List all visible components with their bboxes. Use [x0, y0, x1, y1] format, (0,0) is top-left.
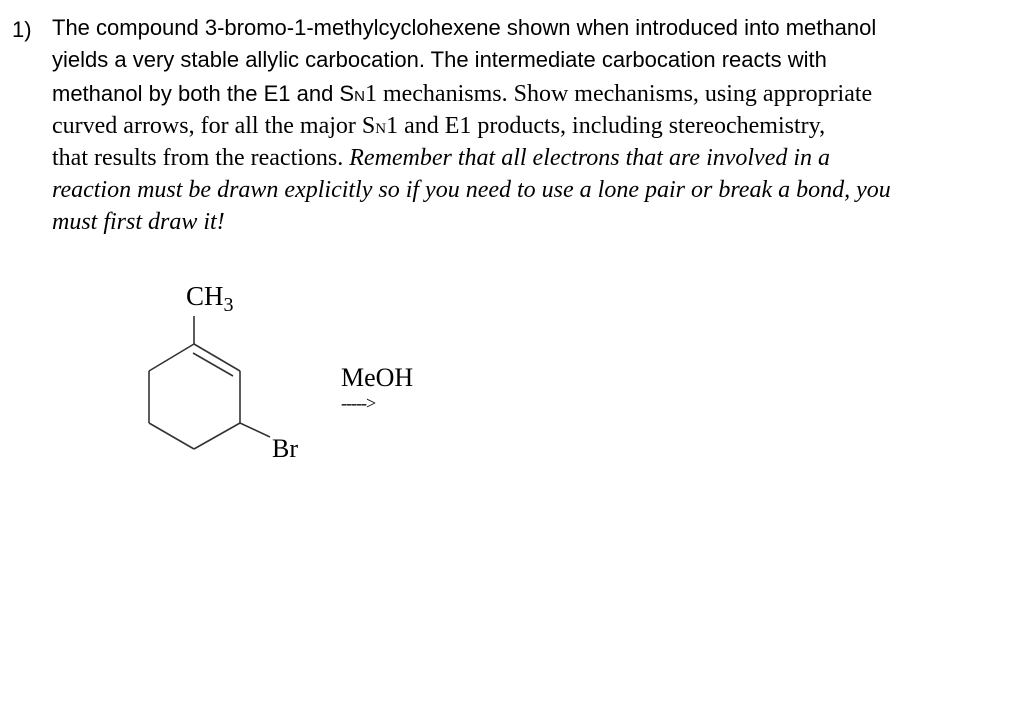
question-line-4-part-b: 1 and E1 products, including stereochemistry, [386, 113, 826, 139]
ring-bond-c3-c4 [194, 423, 240, 449]
sn-subscript: N [375, 121, 387, 137]
methyl-label: $CH_3$ [186, 281, 234, 316]
question-line-3-part-b: 1 mechanisms. Show mechanisms, using appropriate [364, 81, 873, 107]
reaction-arrow: -----> [341, 393, 376, 413]
question-line-2: yields a very stable allylic carbocation. The intermediate carbocation reacts with [52, 47, 827, 72]
question-number: 1) [12, 17, 32, 42]
ring-bond-c6-c1 [149, 344, 194, 371]
question-line-5-italic: Remember that all electrons that are involved in a [349, 145, 831, 171]
ring-bond-c4-c5 [149, 423, 194, 449]
cyclohexene-ring [149, 316, 270, 449]
reagent-label: MeOH [341, 363, 414, 392]
bromo-label: Br [272, 434, 298, 463]
question-line-6: reaction must be drawn explicitly so if you need to use a lone pair or break a bond, you [52, 177, 891, 203]
question-line-3-part-a: methanol by both the E1 and S [52, 81, 355, 106]
sn-subscript: N [354, 88, 365, 105]
question-line-5-part-a: that results from the reactions. [52, 145, 350, 171]
question-line-4-part-a: curved arrows, for all the major S [52, 113, 376, 139]
question-line-1: The compound 3-bromo-1-methylcyclohexene shown when introduced into methanol [52, 15, 877, 40]
bromo-bond [240, 423, 270, 437]
double-bond-inner-line [193, 353, 233, 376]
question-line-7: must first draw it! [52, 209, 225, 235]
